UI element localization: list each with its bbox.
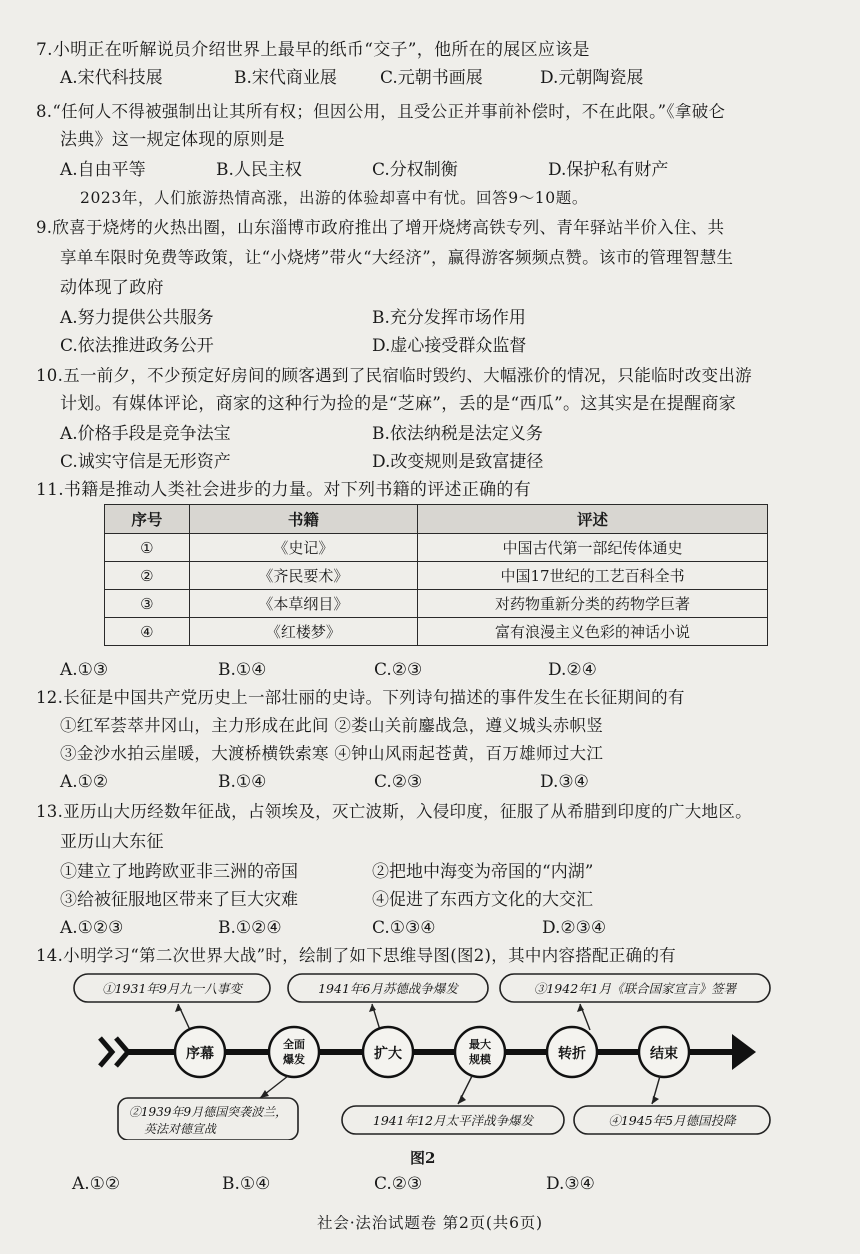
mind-map-bottom-text: ②1939年9月德国突袭波兰， <box>128 1105 288 1119</box>
q12-option-a: A.①② <box>60 772 109 792</box>
mind-map-node-label: 扩大 <box>374 1046 402 1062</box>
table-header-comment: 评述 <box>418 505 768 534</box>
q7-option-a: A.宋代科技展 <box>60 68 163 88</box>
q11-option-c: C.②③ <box>374 660 423 680</box>
q13-option-a: A.①②③ <box>60 918 124 938</box>
q7-option-b: B.宋代商业展 <box>234 68 337 88</box>
table-header-book: 书籍 <box>189 505 417 534</box>
mind-map-bottom-text: 1941年12月太平洋战争爆发 <box>372 1113 534 1128</box>
mind-map-node-label: 最大 <box>469 1038 491 1051</box>
q10-option-b: B.依法纳税是法定义务 <box>372 424 543 444</box>
q12-option-b: B.①④ <box>218 772 267 792</box>
mind-map-node-label: 规模 <box>469 1053 491 1066</box>
q12-items-line2: ③金沙水拍云崖暖，大渡桥横铁索寒 ④钟山风雨起苍黄，百万雄师过大江 <box>60 744 604 763</box>
table-cell-book: 《本草纲目》 <box>189 590 417 618</box>
mind-map-node-label: 序幕 <box>186 1046 214 1062</box>
q14-stem: 14.小明学习“第二次世界大战”时，绘制了如下思维导图(图2)，其中内容搭配正确的有 <box>36 946 677 965</box>
table-cell-index: ③ <box>105 590 190 618</box>
q10-option-a: A.价格手段是竞争法宝 <box>60 424 231 444</box>
q10-stem-line2: 计划。有媒体评论，商家的这种行为捡的是“芝麻”，丢的是“西瓜”。这其实是在提醒商家 <box>60 394 737 414</box>
table-header-row <box>105 505 768 534</box>
q13-item-2: ②把地中海变为帝国的“内湖” <box>372 862 594 882</box>
table-cell-book: 《红楼梦》 <box>189 618 417 646</box>
q13-stem-line2: 亚历山大东征 <box>60 832 164 852</box>
mind-map-node-label: 转折 <box>558 1046 586 1062</box>
table-cell-book: 《齐民要术》 <box>189 562 417 590</box>
q8-option-c: C.分权制衡 <box>372 160 458 180</box>
q14-option-d: D.③④ <box>546 1174 595 1194</box>
table-row <box>105 590 768 618</box>
mind-map-node <box>269 1027 319 1077</box>
table-cell-comment: 中国17世纪的工艺百科全书 <box>418 562 768 590</box>
q11-option-a: A.①③ <box>60 660 109 680</box>
q13-item-1: ①建立了地跨欧亚非三洲的帝国 <box>60 862 298 882</box>
q10-option-d: D.改变规则是致富捷径 <box>372 452 544 472</box>
figure-2-label: 图2 <box>410 1149 436 1167</box>
q13-option-b: B.①②④ <box>218 918 282 938</box>
q9-stem-line2: 享单车限时免费等政策，让“小烧烤”带火“大经济”，赢得游客频频点赞。该市的管理智慧生 <box>60 248 734 267</box>
q12-items-line1: ①红军荟萃井冈山，主力形成在此间 ②娄山关前鏖战急，遵义城头赤帜竖 <box>60 716 604 735</box>
q13-item-4: ④促进了东西方文化的大交汇 <box>372 890 593 910</box>
q14-option-a: A.①② <box>72 1174 121 1194</box>
table-cell-book: 《史记》 <box>189 534 417 562</box>
q9-stem-line1: 9.欣喜于烧烤的火热出圈，山东淄博市政府推出了增开烧烤高铁专列、青年驿站半价入住、共 <box>36 218 725 237</box>
mind-map-bottom-text: 英法对德宣战 <box>143 1122 217 1136</box>
table-cell-comment: 中国古代第一部纪传体通史 <box>418 534 768 562</box>
q11-stem: 11.书籍是推动人类社会进步的力量。对下列书籍的评述正确的有 <box>36 480 532 500</box>
q11-option-d: D.②④ <box>548 660 597 680</box>
q11-book-table <box>104 504 768 646</box>
table-cell-index: ① <box>105 534 190 562</box>
q9-10-intro: 2023年，人们旅游热情高涨，出游的体验却喜中有忧。回答9～10题。 <box>80 189 588 207</box>
q9-option-c: C.依法推进政务公开 <box>60 336 214 356</box>
table-cell-index: ④ <box>105 618 190 646</box>
q12-stem: 12.长征是中国共产党历史上一部壮丽的史诗。下列诗句描述的事件发生在长征期间的有 <box>36 688 685 707</box>
q8-option-d: D.保护私有财产 <box>548 160 669 180</box>
q13-option-d: D.②③④ <box>542 918 607 938</box>
page-footer: 社会·法治试题卷 第2页(共6页) <box>317 1214 543 1232</box>
mind-map-node <box>455 1027 505 1077</box>
mind-map-bottom-text: ④1945年5月德国投降 <box>608 1113 736 1128</box>
mind-map-node-label: 结束 <box>650 1046 678 1062</box>
table-row <box>105 534 768 562</box>
q9-stem-line3: 动体现了政府 <box>60 278 164 298</box>
q12-option-c: C.②③ <box>374 772 423 792</box>
q8-stem-line2: 法典》这一规定体现的原则是 <box>60 130 285 150</box>
table-row <box>105 562 768 590</box>
q8-stem-line1: 8.“任何人不得被强制出让其所有权；但因公用，且受公正并事前补偿时，不在此限。”《拿破仑 <box>36 102 726 121</box>
table-cell-comment: 对药物重新分类的药物学巨著 <box>418 590 768 618</box>
mind-map-node-label: 全面 <box>283 1038 305 1051</box>
q8-option-a: A.自由平等 <box>60 160 146 180</box>
ww2-mind-map <box>60 970 780 1140</box>
q13-stem-line1: 13.亚历山大历经数年征战，占领埃及，灭亡波斯，入侵印度，征服了从希腊到印度的广大地区。 <box>36 802 752 821</box>
mind-map-top-text: 1941年6月苏德战争爆发 <box>318 981 458 996</box>
q11-option-b: B.①④ <box>218 660 267 680</box>
mind-map-top-text: ③1942年1月《联合国家宣言》签署 <box>533 981 737 996</box>
mind-map-top-text: ①1931年9月九一八事变 <box>102 981 242 996</box>
q7-stem: 7.小明正在听解说员介绍世界上最早的纸币“交子”，他所在的展区应该是 <box>36 40 590 60</box>
table-cell-comment: 富有浪漫主义色彩的神话小说 <box>418 618 768 646</box>
q9-option-b: B.充分发挥市场作用 <box>372 308 526 328</box>
table-row <box>105 618 768 646</box>
q9-option-d: D.虚心接受群众监督 <box>372 336 527 356</box>
q12-option-d: D.③④ <box>540 772 589 792</box>
table-cell-index: ② <box>105 562 190 590</box>
q14-option-b: B.①④ <box>222 1174 271 1194</box>
q7-option-d: D.元朝陶瓷展 <box>540 68 644 88</box>
table-header-index: 序号 <box>105 505 190 534</box>
q7-option-c: C.元朝书画展 <box>380 68 483 88</box>
mind-map-node-label: 爆发 <box>283 1053 305 1066</box>
q10-stem-line1: 10.五一前夕，不少预定好房间的顾客遇到了民宿临时毁约、大幅涨价的情况，只能临时改变出游 <box>36 366 752 385</box>
q10-option-c: C.诚实守信是无形资产 <box>60 452 231 472</box>
q9-option-a: A.努力提供公共服务 <box>60 308 214 328</box>
q14-option-c: C.②③ <box>374 1174 423 1194</box>
q8-option-b: B.人民主权 <box>216 160 302 180</box>
q13-item-3: ③给被征服地区带来了巨大灾难 <box>60 890 298 910</box>
q13-option-c: C.①③④ <box>372 918 436 938</box>
